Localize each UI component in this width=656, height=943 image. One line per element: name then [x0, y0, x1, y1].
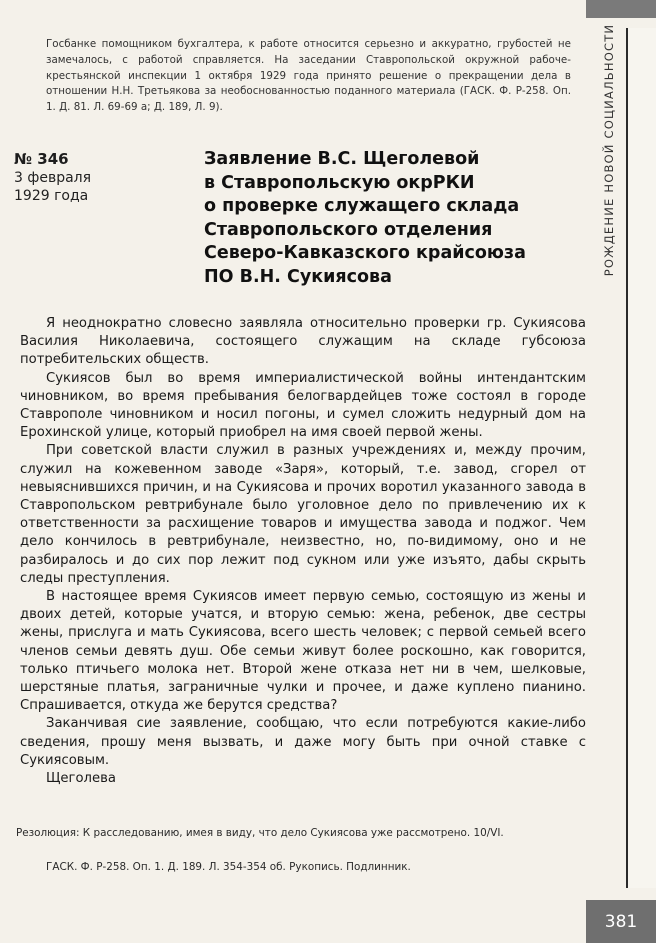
document-date-line-1: 3 февраля [14, 170, 92, 186]
right-margin-frame [626, 28, 656, 888]
page-number: 381 [586, 900, 656, 943]
title-line: Заявление В.С. Щеголевой [204, 149, 480, 169]
title-line: Ставропольского отделения [204, 219, 493, 240]
running-head-text: РОЖДЕНИЕ НОВОЙ СОЦИАЛЬНОСТИ [602, 23, 616, 277]
archive-reference: ГАСК. Ф. Р-258. Оп. 1. Д. 189. Л. 354-354 об. Рукопись. Подлинник. [46, 861, 411, 873]
paragraph: Заканчивая сие заявление, сообщаю, что если потребуются какие-либо сведения, прошу меня вызвать, и даже могу быть при очной ставке с Сукиясовым. [20, 716, 586, 768]
running-head [598, 23, 620, 277]
paragraph: В настоящее время Сукиясов имеет первую семью, состоящую из жены и двоих детей, которые учатся, и вторую семью: жена, ребенок, две сестры жены, прислуга и мать Сукиясова, всего шесть человек; с первой семьей всего членов семьи девять душ. Обе семьи живут более роскошно, как говорится, только птичьего молока нет. Второй жене отказа нет ни в чем, шелковые, шерстяные платья, заграничные чулки и прочее, и даже куплено пианино. Спрашивается, откуда же берутся средства? [20, 589, 586, 714]
title-line: в Ставропольскую окрРКИ [204, 172, 475, 193]
paragraph: При советской власти служил в разных учреждениях и, между прочим, служил на кожевенном заводе «Заря», который, т.е. завод, сгорел от невыяснившихся причин, и на Сукиясова и прочих воротил указанного завода в Ставропольском ревтрибунале было уголовное дело по привлечению их к ответственности за расхищение товаров и имущества завода и поджог. Чем дело кончилось в ревтрибунале, неизвестно, но, по-видимому, оно и не разбиралось и до сих пор лежит под сукном или уже изъято, дабы скрыть следы преступления. [20, 443, 586, 586]
title-line: Северо-Кавказского крайсоюза [204, 243, 526, 263]
top-margin-tab [586, 0, 656, 18]
document-number: № 346 [14, 150, 69, 168]
paragraph: Я неоднократно словесно заявляла относительно проверки гр. Сукиясова Василия Николаевича, состоящего служащим на складе губсоюза потребительских обществ. [20, 316, 586, 368]
previous-document-ending: Госбанке помощником бухгалтера, к работе относится серьезно и аккуратно, грубостей не замечалось, с работой справляется. На заседании Ставропольской окружной рабоче-крестьянской инспекции 1 октября 1929 года принято решение о прекращении дела в отношении Н.Н. Третьякова за необоснованностью поданного материала (ГАСК. Ф. Р-258. Оп. 1. Д. 81. Л. 69-69 а; Д. 189, Л. 9). [46, 38, 571, 114]
signature: Щеголева [46, 771, 116, 787]
title-line: ПО В.Н. Сукиясова [204, 266, 392, 287]
document-body [20, 315, 586, 788]
document-date-line-2: 1929 года [14, 188, 89, 204]
paragraph: Сукиясов был во время империалистической войны интендантским чиновником, во время пребывания белогвардейцев тоже состоял в городе Ставрополе чиновником и носил погоны, и сумел сложить недурный дом на Ерохинской улице, который приобрел на имя своей первой жены. [20, 370, 586, 441]
document-title [204, 148, 594, 289]
resolution-note: Резолюция: К расследованию, имея в виду, что дело Сукиясова уже рассмотрено. 10/VI. [16, 827, 504, 839]
document-header [14, 150, 164, 205]
title-line: о проверке служащего склада [204, 196, 520, 216]
